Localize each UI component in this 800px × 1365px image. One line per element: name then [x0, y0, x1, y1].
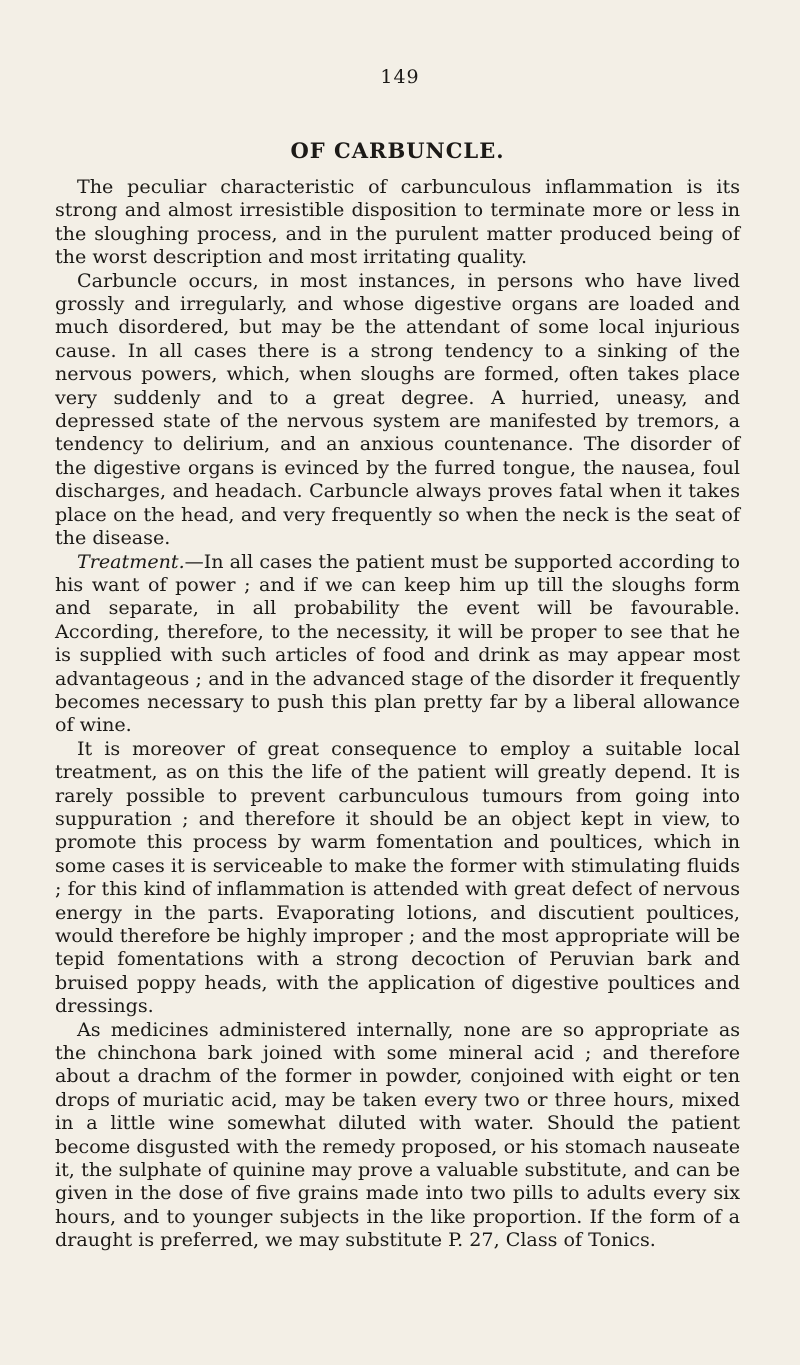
page-number: 149	[380, 66, 420, 88]
paragraph-text: It is moreover of great consequence to employ a suitable local treatment, as on this the life of the patient will greatly depend. It is rarely possible to prevent carbunculous tumours from going into suppuration ; and therefore it should be an object kept in view, to promote this process by warm fomentation and poultices, which in some cases it is serviceable to make the former with stimulating fluids ; for this kind of inflammation is attended with great defect of nervous energy in the parts. Evaporating lotions, and discutient poultices, would therefore be highly improper ; and the most appropriate will be tepid fomentations with a strong decoction of Peruvian bark and bruised poppy heads, with the application of digestive poultices and dressings.	[55, 736, 740, 1018]
paragraph-2	[55, 269, 740, 550]
paragraph-4	[55, 737, 740, 1018]
paragraph-5	[55, 1018, 740, 1252]
treatment-heading: Treatment.	[77, 549, 185, 573]
paragraph-3	[55, 550, 740, 737]
paragraph-text: —In all cases the patient must be supported according to his want of power ; and if we can keep him up till the sloughs form and separate, in all probability the event will be favourable. According, therefore, to the necessity, it will be proper to see that he is supplied with such articles of food and drink as may appear most advantageous ; and in the advanced stage of the disorder it frequently becomes necessary to push this plan pretty far by a liberal allowance of wine.	[55, 549, 740, 737]
paragraph-text: As medicines administered internally, none are so appropriate as the chinchona bark joined with some mineral acid ; and therefore about a drachm of the former in powder, conjoined with eight or ten drops of muriatic acid, may be taken every two or three hours, mixed in a little wine somewhat diluted with water. Should the patient become disgusted with the remedy proposed, or his stomach nauseate it, the sulphate of quinine may prove a valuable substitute, and can be given in the dose of five grains made into two pills to adults every six hours, and to younger subjects in the like proportion. If the form of a draught is preferred, we may substitute P. 27, Class of Tonics.	[55, 1017, 740, 1252]
chapter-title: OF CARBUNCLE.	[290, 138, 505, 163]
paragraph-text: The peculiar characteristic of carbunculous inflammation is its strong and almost irresistible disposition to terminate more or less in the sloughing process, and in the purulent matter produced being of the worst description and most irritating quality.	[55, 175, 740, 269]
paragraph-1	[55, 175, 740, 269]
body-text	[55, 175, 740, 1252]
paragraph-text: Carbuncle occurs, in most instances, in persons who have lived grossly and irregularly, and whose digestive organs are loaded and much disordered, but may be the attendant of some local injurious cause. In all cases there is a strong tendency to a sinking of the nervous powers, which, when sloughs are formed, often takes place very suddenly and to a great degree. A hurried, uneasy, and depressed state of the nervous system are manifested by tremors, a tendency to delirium, and an anxious countenance. The disorder of the digestive organs is evinced by the furred tongue, the nausea, foul discharges, and headach. Carbuncle always proves fatal when it takes place on the head, and very frequently so when the neck is the seat of the disease.	[55, 268, 740, 550]
